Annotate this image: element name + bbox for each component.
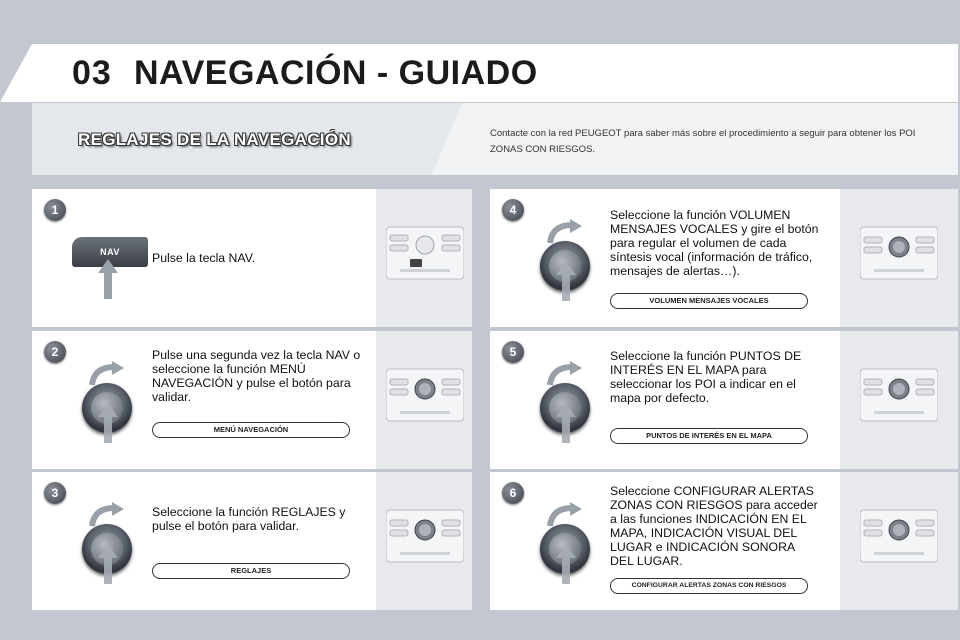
- press-arrow-icon: [98, 544, 118, 584]
- step-card-6: [490, 472, 958, 610]
- step-card-5: [490, 331, 958, 469]
- step-badge: 4: [502, 199, 524, 221]
- press-arrow-icon: [556, 261, 576, 301]
- press-arrow-icon: [556, 403, 576, 443]
- device-panel-pane: [376, 472, 472, 610]
- menu-label: MENÚ NAVEGACIÓN: [152, 422, 350, 438]
- chapter-number: 03: [72, 54, 112, 92]
- step-card-1: [32, 189, 472, 327]
- step-text: Seleccione CONFIGURAR ALERTAS ZONAS CON RIESGOS para acceder a las funciones INDICACIÓN EN EL MAPA, INDICACIÓN VISUAL DEL LUGAR e INDICACIÓN SONORA DEL LUGAR.: [610, 484, 818, 568]
- press-arrow-icon: [556, 544, 576, 584]
- device-panel-pane: [840, 331, 958, 469]
- menu-label: CONFIGURAR ALERTAS ZONAS CON RIESGOS: [610, 578, 808, 594]
- step-text: Pulse la tecla NAV.: [152, 251, 256, 265]
- audio-panel-icon: [860, 223, 938, 283]
- audio-panel-icon: [860, 506, 938, 566]
- menu-label: REGLAJES: [152, 563, 350, 579]
- device-panel-pane: [840, 472, 958, 610]
- audio-panel-icon: [386, 223, 464, 283]
- section-title: REGLAJES DE LA NAVEGACIÓN: [78, 130, 351, 149]
- chapter-title: NAVEGACIÓN - GUIADO: [134, 54, 538, 92]
- nav-key-icon: NAV: [72, 237, 148, 267]
- device-panel-pane: [840, 189, 958, 327]
- step-card-2: [32, 331, 472, 469]
- step-card-4: [490, 189, 958, 327]
- step-text: Seleccione la función REGLAJES y pulse el botón para validar.: [152, 505, 346, 533]
- band-diagonal: [432, 103, 462, 175]
- step-text: Seleccione la función PUNTOS DE INTERÉS EN EL MAPA para seleccionar los POI a indicar en el mapa por defecto.: [610, 349, 802, 405]
- audio-panel-icon: [386, 365, 464, 425]
- device-panel-pane: [376, 331, 472, 469]
- dealer-note: Contacte con la red PEUGEOT para saber más sobre el procedimiento a seguir para obtener los POI ZONAS CON RIESGOS.: [490, 128, 916, 155]
- menu-label: PUNTOS DE INTERÉS EN EL MAPA: [610, 428, 808, 444]
- arrow-up-icon: [98, 259, 118, 299]
- press-arrow-icon: [98, 403, 118, 443]
- step-badge: 6: [502, 482, 524, 504]
- audio-panel-icon: [860, 365, 938, 425]
- device-panel-pane: [376, 189, 472, 327]
- step-text: Seleccione la función VOLUMEN MENSAJES VOCALES y gire el botón para regular el volumen de cada síntesis vocal (información de tráfico, mensajes de alertas…).: [610, 208, 819, 278]
- step-badge: 5: [502, 341, 524, 363]
- step-card-3: [32, 472, 472, 610]
- step-badge: 3: [44, 482, 66, 504]
- step-text: Pulse una segunda vez la tecla NAV o seleccione la función MENÚ NAVEGACIÓN y pulse el botón para validar.: [152, 348, 361, 404]
- menu-label: VOLUMEN MENSAJES VOCALES: [610, 293, 808, 309]
- audio-panel-icon: [386, 506, 464, 566]
- step-badge: 1: [44, 199, 66, 221]
- step-badge: 2: [44, 341, 66, 363]
- header-notch: [0, 44, 32, 102]
